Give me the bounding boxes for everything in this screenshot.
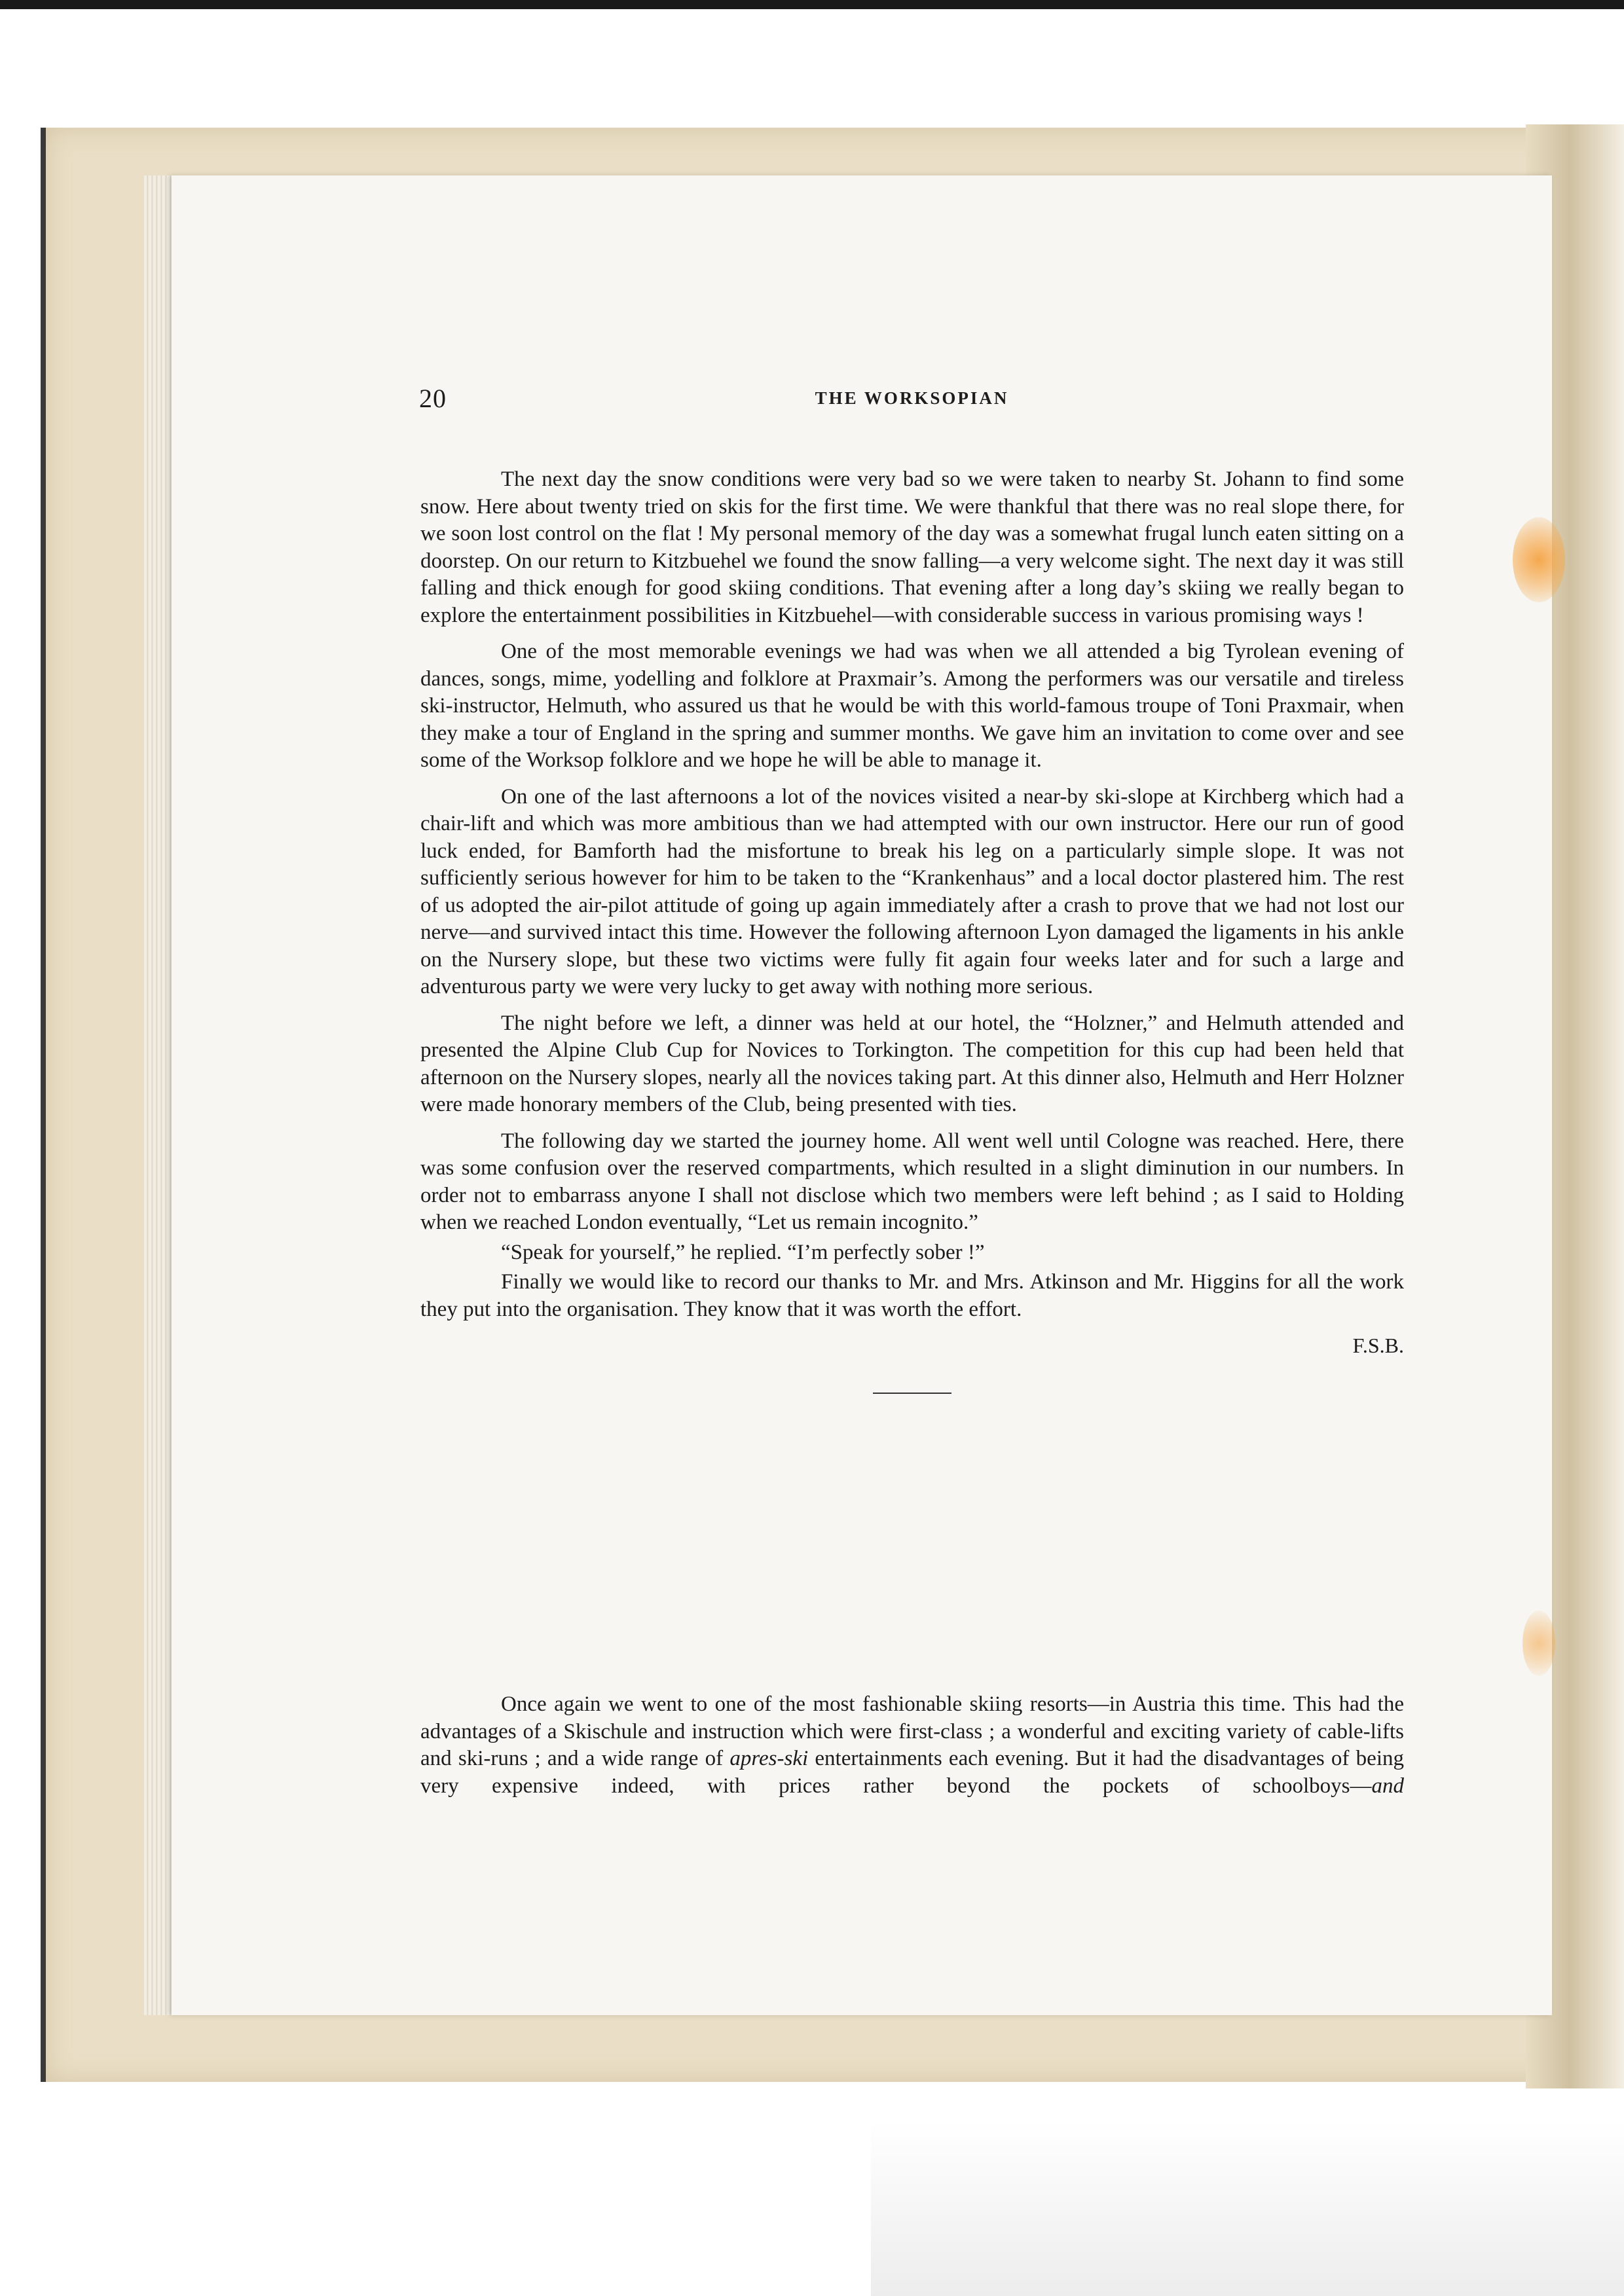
- paragraph: The next day the snow conditions were very bad so we were taken to nearby St. Johann to find some snow. Here about twenty tried on skis for the first time. We were thankful that there was no real slope there, for we soon lost control on the flat ! My personal memory of the day was a somewhat frugal lunch eaten sitting on a doorstep. On our return to Kitzbuehel we found the snow falling—a very welcome sight. The next day it was still falling and thick enough for good skiing conditions. That evening after a long day’s skiing we really began to explore the entertainment possibilities in Kitzbuehel—with considerable success in various promising ways !: [420, 467, 1404, 627]
- section-separator: [873, 1393, 951, 1394]
- paragraph: Finally we would like to record our thanks to Mr. and Mrs. Atkinson and Mr. Higgins for all the work they put into the organisation. They know that it was worth the effort.: [420, 1270, 1404, 1321]
- paragraph: One of the most memorable evenings we had was when we all attended a big Tyrolean evening of dances, songs, mime, yodelling and folklore at Praxmair’s. Among the performers was our versatile and tireless ski-instructor, Helmuth, who assured us that he would be with this world-famous troupe of Toni Praxmair, when they make a tour of England in the spring and summer months. We gave him an invitation to come over and see some of the Worksop folklore and we hope he will be able to manage it.: [420, 640, 1404, 772]
- paragraph-text: Once again we went to one of the most fashionable skiing resorts—in Austria this time. This had the advantages of a Skischule and instruction which were first-class ; a wonderful and exciting variety of cable-lifts and ski-runs ; and a wide range of: [420, 1692, 1404, 1770]
- paper-stain: [1522, 1611, 1555, 1676]
- page-header: [419, 383, 1405, 416]
- scan-shadow: [871, 2121, 1624, 2296]
- paragraph: The night before we left, a dinner was held at our hotel, the “Holzner,” and Helmuth attended and presented the Alpine Club Cup for Novices to Torkington. The competition for this cup had been held that afternoon on the Nursery slopes, nearly all the novices taking part. At this dinner also, Helmuth and Herr Holzner were made honorary members of the Club, being presented with ties.: [420, 1011, 1404, 1116]
- paper-stain: [1513, 517, 1565, 602]
- paragraph: “Speak for yourself,” he replied. “I’m perfectly sober !”: [501, 1240, 985, 1264]
- page-number: 20: [419, 384, 447, 413]
- italic-end-word: and: [1371, 1774, 1404, 1798]
- paragraph-text: entertainments each evening. But it had the disadvantages of being very expensive indeed, with prices rather beyond the pockets of schoolboys—: [420, 1747, 1404, 1798]
- running-title: THE WORKSOPIAN: [815, 388, 1009, 408]
- scan-edge: [0, 0, 1624, 9]
- second-article-body: [420, 1691, 1404, 1800]
- paragraph: On one of the last afternoons a lot of the novices visited a near-by ski-slope at Kirchberg which had a chair-lift and which was more ambitious than we had attempted with our own instructor. Here our run of good luck ended, for Bamforth had the misfortune to break his leg on a particularly simple slope. It was not sufficiently serious however for him to be taken to the “Krankenhaus” and a local doctor plastered him. The rest of us adopted the air-pilot attitude of going up again immediately after a crash to prove that we had not lost our nerve—and survived intact this time. However the following afternoon Lyon damaged the ligaments in his ankle on the Nursery slope, but these two victims were fully fit again four weeks later and for such a large and adventurous party we were very lucky to get away with nothing more serious.: [420, 784, 1404, 998]
- author-signature: F.S.B.: [1352, 1334, 1404, 1357]
- italic-term: apres-ski: [729, 1747, 809, 1770]
- paragraph: The following day we started the journey home. All went well until Cologne was reached. Here, there was some confusion over the reserved compartments, which resulted in a slight diminution in our numbers. In order not to embarrass anyone I shall not disclose which two members were left behind ; as I said to Holding when we reached London eventually, “Let us remain incognito.”: [420, 1129, 1404, 1234]
- article-body: [420, 466, 1404, 1451]
- paragraph: [420, 1691, 1404, 1800]
